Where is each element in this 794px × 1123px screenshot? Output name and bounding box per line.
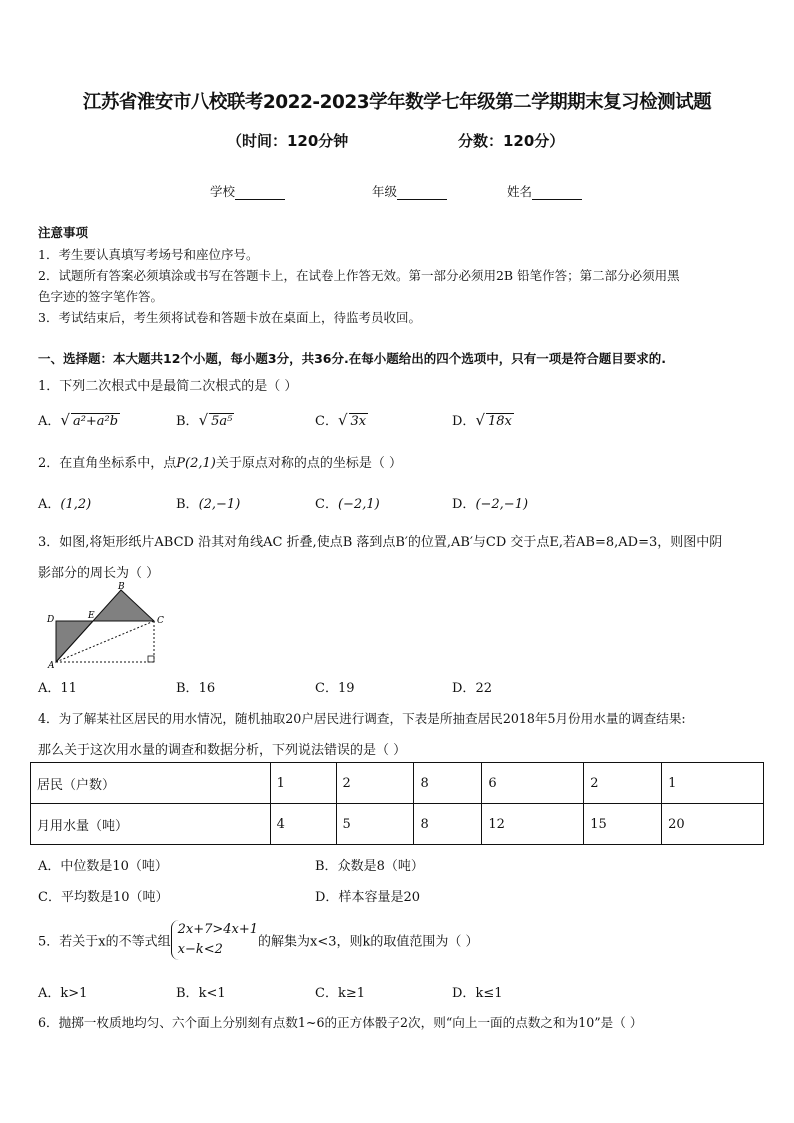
- table-cell: 2: [336, 763, 414, 804]
- table-row: [31, 804, 764, 845]
- shaded-triangle-ebc: [93, 590, 154, 621]
- row-header: 居民（户数）: [31, 763, 271, 804]
- option-value: 22: [475, 681, 492, 696]
- q5-option-a[interactable]: [38, 982, 87, 1001]
- option-label: D．: [315, 890, 339, 905]
- q1-option-d[interactable]: [452, 410, 514, 429]
- option-label: A．: [38, 859, 61, 874]
- q1-option-a[interactable]: [38, 410, 120, 429]
- q1-option-b[interactable]: [176, 410, 234, 429]
- notice-item: 1．考生要认真填写考场号和座位序号。: [38, 247, 259, 262]
- q4-option-d[interactable]: [315, 886, 420, 905]
- table-cell: 8: [414, 804, 482, 845]
- option-value: 19: [337, 681, 355, 696]
- q2-option-c[interactable]: [315, 493, 380, 512]
- total-score: 分数：120分）: [458, 132, 565, 150]
- option-label: B．: [176, 681, 199, 696]
- option-label: B．: [315, 859, 338, 874]
- q2-option-d[interactable]: [452, 493, 528, 512]
- row-header: 月用水量（吨）: [31, 804, 271, 845]
- table-cell: 1: [662, 763, 764, 804]
- option-value: k<1: [198, 986, 226, 1001]
- table-cell: 12: [482, 804, 584, 845]
- table-cell: 15: [584, 804, 662, 845]
- radicand: 5a⁵: [211, 414, 233, 429]
- option-value: (−2,1): [337, 497, 380, 512]
- grade-field[interactable]: [372, 182, 447, 200]
- q6-stem: 6．抛掷一枚质地均匀、六个面上分别刻有点数1~6的正方体骰子2次，则“向上一面的点数之和为10”是（ ）: [38, 1015, 643, 1030]
- option-label: C．: [315, 986, 338, 1001]
- q4-option-c[interactable]: [38, 886, 169, 905]
- table-cell: 6: [482, 763, 584, 804]
- q4-stem-line2: 那么关于这次用水量的调查和数据分析，下列说法错误的是（ ）: [38, 743, 407, 758]
- table-cell: 8: [414, 763, 482, 804]
- option-label: C．: [315, 497, 338, 512]
- q3-figure: [40, 582, 170, 674]
- option-value: 众数是8（吨）: [337, 859, 424, 874]
- water-usage-table: [30, 762, 764, 845]
- q5-option-c[interactable]: [315, 982, 365, 1001]
- q2-option-a[interactable]: [38, 493, 91, 512]
- q3-option-d[interactable]: [452, 677, 492, 696]
- exam-title: 江苏省淮安市八校联考2022-2023学年数学七年级第二学期期末复习检测试题: [82, 92, 712, 113]
- q4-option-a[interactable]: [38, 855, 168, 874]
- option-label: C．: [315, 681, 338, 696]
- notice-item: 色字迹的签字笔作答。: [38, 289, 164, 304]
- q5-option-d[interactable]: [452, 982, 502, 1001]
- q1-stem: 1．下列二次根式中是最简二次根式的是（ ）: [38, 379, 298, 394]
- radicand: 18x: [488, 414, 512, 429]
- q2-point: P(2,1): [176, 456, 216, 471]
- radicand: 3x: [350, 414, 367, 429]
- option-label: D．: [452, 497, 476, 512]
- option-value: k≥1: [337, 986, 365, 1001]
- school-label: 学校: [210, 184, 236, 199]
- table-cell: 20: [662, 804, 764, 845]
- school-blank[interactable]: [235, 186, 285, 200]
- option-value: 中位数是10（吨）: [60, 859, 168, 874]
- label-c: C: [157, 616, 164, 626]
- table-cell: 1: [270, 763, 336, 804]
- option-value: 11: [60, 681, 77, 696]
- option-label: A．: [38, 497, 61, 512]
- grade-label: 年级: [372, 184, 398, 199]
- q3-option-c[interactable]: [315, 677, 355, 696]
- name-label: 姓名: [507, 184, 533, 199]
- option-value: (1,2): [60, 497, 92, 512]
- sqrt-icon: √: [475, 411, 485, 429]
- inequality-2: x−k<2: [177, 942, 223, 957]
- radicand: a²+a²b: [72, 414, 119, 429]
- notice-item: 2．试题所有答案必须填涂或书写在答题卡上，在试卷上作答无效。第一部分必须用2B 铅笔作答；第二部分必须用黑: [38, 268, 680, 283]
- sqrt-icon: √: [337, 411, 348, 429]
- option-value: 16: [198, 681, 216, 696]
- option-label: B．: [176, 497, 199, 512]
- q5-stem: [38, 920, 479, 960]
- option-label: C．: [315, 414, 338, 429]
- q4-option-b[interactable]: [315, 855, 424, 874]
- option-value: k>1: [60, 986, 88, 1001]
- inequality-system: [171, 920, 258, 960]
- sqrt-icon: √: [60, 411, 70, 429]
- inequality-1: 2x+7>4x+1: [177, 922, 259, 937]
- option-value: 样本容量是20: [338, 890, 420, 905]
- q4-stem-line1: 4．为了解某社区居民的用水情况，随机抽取20户居民进行调查，下表是所抽查居民2018年5月份用水量的调查结果:: [38, 711, 686, 726]
- option-value: 平均数是10（吨）: [60, 890, 169, 905]
- time-limit: （时间：120分钟: [227, 132, 349, 150]
- q3-option-a[interactable]: [38, 677, 77, 696]
- q1-option-c[interactable]: [315, 410, 368, 429]
- table-row: [31, 763, 764, 804]
- option-label: D．: [452, 681, 476, 696]
- section-heading: 一、选择题：本大题共12个小题，每小题3分，共36分.在每小题给出的四个选项中，只有一项是符合题目要求的.: [38, 351, 666, 366]
- option-value: (−2,−1): [475, 497, 529, 512]
- grade-blank[interactable]: [397, 186, 447, 200]
- q2-stem: [38, 452, 402, 471]
- q2-option-b[interactable]: [176, 493, 240, 512]
- option-label: C．: [38, 890, 61, 905]
- option-value: k≤1: [475, 986, 503, 1001]
- q2-stem-pre: 2．在直角坐标系中，点: [38, 456, 177, 471]
- right-angle-mark: [148, 656, 154, 662]
- option-label: A．: [38, 414, 61, 429]
- table-cell: 5: [336, 804, 414, 845]
- option-label: B．: [176, 986, 199, 1001]
- option-label: D．: [452, 414, 476, 429]
- q2-stem-post: 关于原点对称的点的坐标是（ ）: [215, 456, 402, 471]
- q3-stem-line2: 影部分的周长为（ ）: [38, 566, 160, 581]
- label-d: D: [47, 615, 55, 625]
- label-b: B: [118, 582, 125, 592]
- q5-stem-pre: 5．若关于x的不等式组: [38, 934, 171, 950]
- option-label: A．: [38, 681, 61, 696]
- option-label: B．: [176, 414, 199, 429]
- school-field[interactable]: [210, 182, 285, 200]
- notice-item: 3．考试结束后，考生须将试卷和答题卡放在桌面上，待监考员收回。: [38, 310, 421, 325]
- q3-option-b[interactable]: [176, 677, 215, 696]
- option-label: D．: [452, 986, 476, 1001]
- q5-option-b[interactable]: [176, 982, 226, 1001]
- label-e: E: [88, 611, 95, 621]
- q5-stem-post: 的解集为x<3，则k的取值范围为（ ）: [258, 934, 479, 950]
- label-a: A: [48, 661, 55, 671]
- name-field[interactable]: [507, 182, 582, 200]
- table-cell: 4: [270, 804, 336, 845]
- option-label: A．: [38, 986, 61, 1001]
- table-cell: 2: [584, 763, 662, 804]
- option-value: (2,−1): [198, 497, 241, 512]
- sqrt-icon: √: [198, 411, 209, 429]
- name-blank[interactable]: [532, 186, 582, 200]
- q3-stem-line1: 3．如图,将矩形纸片ABCD 沿其对角线AC 折叠,使点B 落到点B′的位置,AB′与CD 交于点E,若AB=8,AD=3，则图中阴: [38, 535, 723, 550]
- notice-heading: 注意事项: [38, 225, 89, 240]
